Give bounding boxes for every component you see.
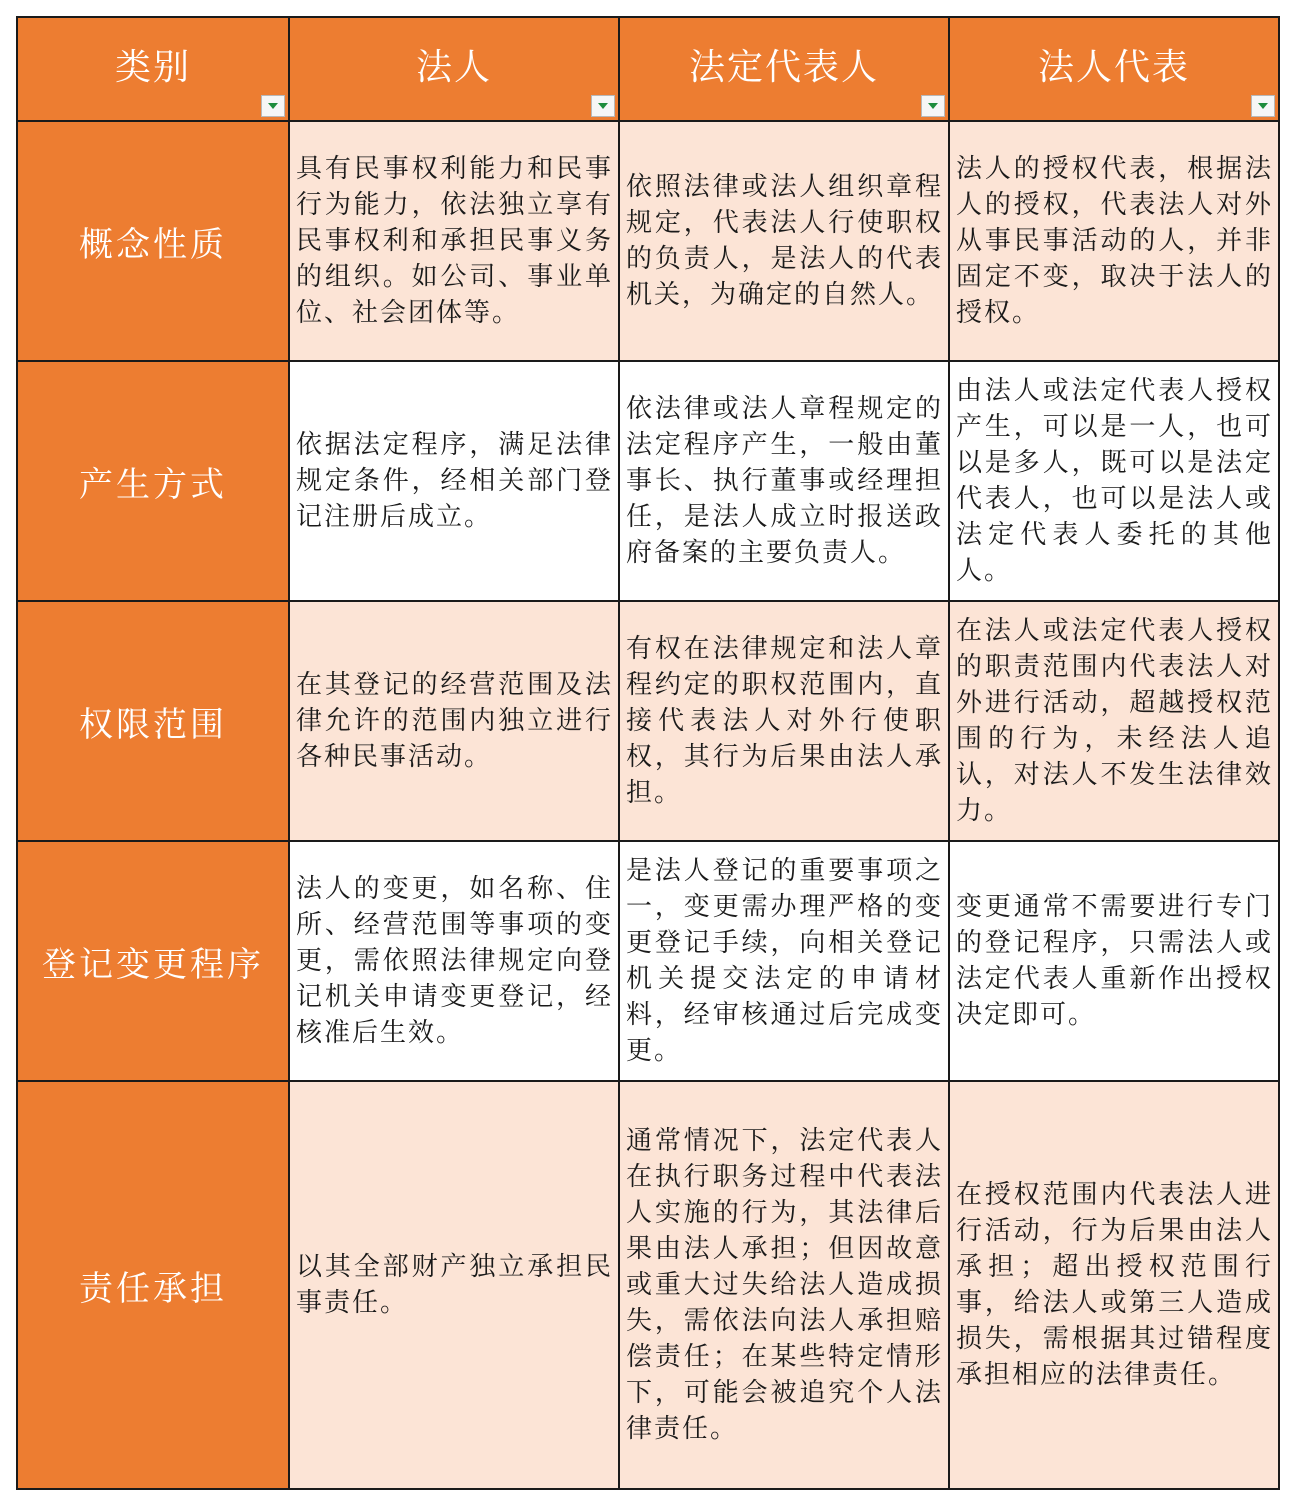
header-label: 法人代表 bbox=[1037, 46, 1190, 88]
filter-dropdown-button[interactable] bbox=[921, 95, 945, 117]
table-cell: 是法人登记的重要事项之一，变更需办理严格的变更登记手续，向相关登记机关提交法定的申请材料，经审核通过后完成变更。 bbox=[619, 841, 949, 1081]
table-cell: 通常情况下，法定代表人在执行职务过程中代表法人实施的行为，其法律后果由法人承担；但因故意或重大过失给法人造成损失，需依法向法人承担赔偿责任；在某些特定情形下，可能会被追究个人法律责任。 bbox=[619, 1081, 949, 1489]
category-cell: 权限范围 bbox=[17, 601, 289, 841]
category-cell: 登记变更程序 bbox=[17, 841, 289, 1081]
table-cell: 变更通常不需要进行专门的登记程序，只需法人或法定代表人重新作出授权决定即可。 bbox=[949, 841, 1279, 1081]
filter-dropdown-icon bbox=[592, 96, 614, 116]
table-cell: 有权在法律规定和法人章程约定的职权范围内，直接代表法人对外行使职权，其行为后果由法人承担。 bbox=[619, 601, 949, 841]
table-cell: 依法律或法人章程规定的法定程序产生，一般由董事长、执行董事或经理担任，是法人成立时报送政府备案的主要负责人。 bbox=[619, 361, 949, 601]
table-row bbox=[17, 361, 1279, 601]
table-cell: 法人的变更，如名称、住所、经营范围等事项的变更，需依照法律规定向登记机关申请变更登记，经核准后生效。 bbox=[289, 841, 619, 1081]
table-cell: 依据法定程序，满足法律规定条件，经相关部门登记注册后成立。 bbox=[289, 361, 619, 601]
table-row bbox=[17, 841, 1279, 1081]
filter-dropdown-button[interactable] bbox=[591, 95, 615, 117]
header-faren bbox=[289, 17, 619, 121]
filter-dropdown-icon bbox=[1252, 96, 1274, 116]
table-cell: 以其全部财产独立承担民事责任。 bbox=[289, 1081, 619, 1489]
header-label: 类别 bbox=[114, 46, 191, 88]
header-row bbox=[17, 17, 1279, 121]
category-cell: 产生方式 bbox=[17, 361, 289, 601]
header-label: 法人 bbox=[415, 46, 492, 88]
category-cell: 责任承担 bbox=[17, 1081, 289, 1489]
category-cell: 概念性质 bbox=[17, 121, 289, 361]
filter-dropdown-button[interactable] bbox=[261, 95, 285, 117]
table-row bbox=[17, 601, 1279, 841]
table-cell: 在法人或法定代表人授权的职责范围内代表法人对外进行活动，超越授权范围的行为，未经法人追认，对法人不发生法律效力。 bbox=[949, 601, 1279, 841]
table-cell: 在其登记的经营范围及法律允许的范围内独立进行各种民事活动。 bbox=[289, 601, 619, 841]
header-faren-daibiao bbox=[949, 17, 1279, 121]
filter-dropdown-button[interactable] bbox=[1251, 95, 1275, 117]
header-category bbox=[17, 17, 289, 121]
table-cell: 在授权范围内代表法人进行活动，行为后果由法人承担；超出授权范围行事，给法人或第三人造成损失，需根据其过错程度承担相应的法律责任。 bbox=[949, 1081, 1279, 1489]
table-cell: 依照法律或法人组织章程规定，代表法人行使职权的负责人，是法人的代表机关，为确定的自然人。 bbox=[619, 121, 949, 361]
header-fading-daibiaoren bbox=[619, 17, 949, 121]
table-row bbox=[17, 121, 1279, 361]
table-cell: 具有民事权利能力和民事行为能力，依法独立享有民事权利和承担民事义务的组织。如公司、事业单位、社会团体等。 bbox=[289, 121, 619, 361]
table-cell: 法人的授权代表，根据法人的授权，代表法人对外从事民事活动的人，并非固定不变，取决于法人的授权。 bbox=[949, 121, 1279, 361]
filter-dropdown-icon bbox=[262, 96, 284, 116]
table-cell: 由法人或法定代表人授权产生，可以是一人，也可以是多人，既可以是法定代表人，也可以是法人或法定代表人委托的其他人。 bbox=[949, 361, 1279, 601]
comparison-table bbox=[16, 16, 1280, 1490]
table-row bbox=[17, 1081, 1279, 1489]
filter-dropdown-icon bbox=[922, 96, 944, 116]
header-label: 法定代表人 bbox=[688, 46, 879, 88]
